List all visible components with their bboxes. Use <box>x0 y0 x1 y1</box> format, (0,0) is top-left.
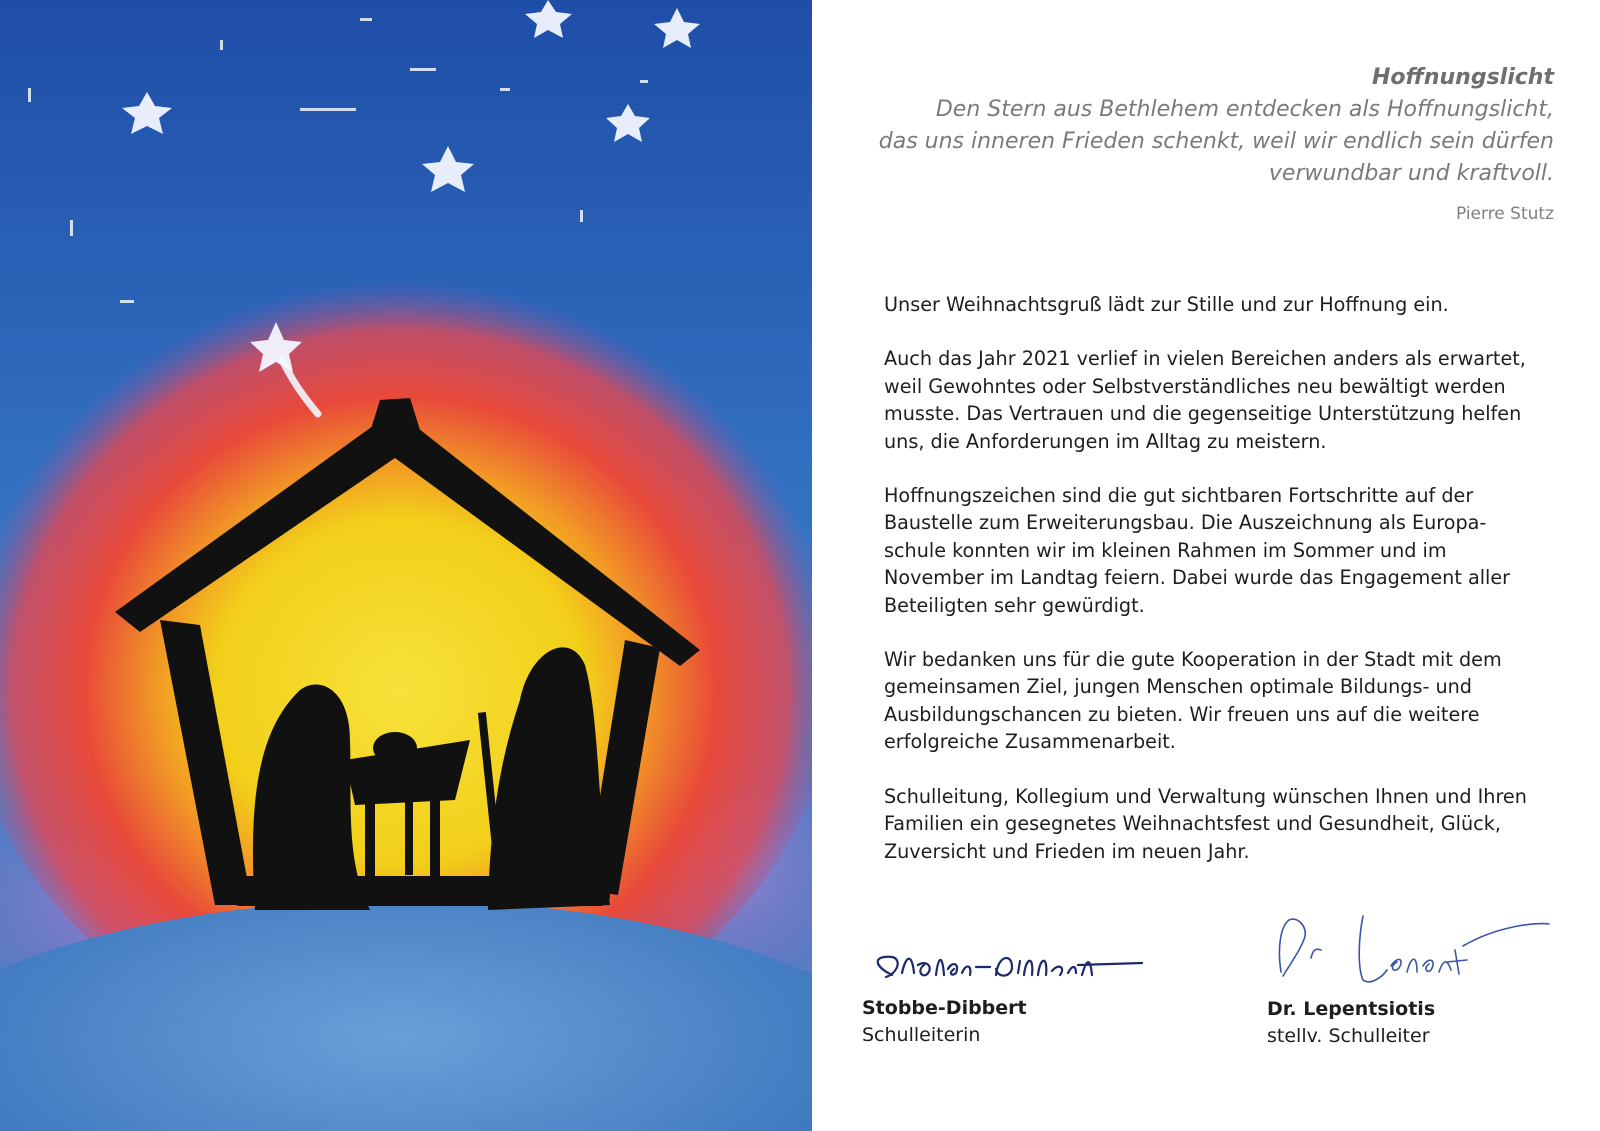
handwritten-signature-right <box>1267 906 1557 996</box>
signature-block-left <box>862 935 1162 1049</box>
letter-paragraph: Wir bedanken uns für die gute Kooperation in der Stadt mit dem gemeinsamen Ziel, jungen Menschen optimale Bildungs- und Ausbildungschancen zu bieten. Wir freuen uns auf die weitere erfolgreiche Zusammenarbeit. <box>884 648 1502 754</box>
handwritten-signature-left <box>862 935 1162 995</box>
letter-paragraph: Auch das Jahr 2021 verlief in vielen Bereichen anders als erwartet, weil Gewohntes oder Selbstverständliches neu bewältigt werden musste. Das Vertrauen und die gegenseitige Unterstützung helfen uns, die Anforderungen im Alltag zu meistern. <box>884 347 1526 453</box>
signatory-name-right: Dr. Lepentsiotis <box>1267 998 1436 1020</box>
quote-author: Pierre Stutz <box>1455 204 1554 224</box>
signatory-role-left: Schulleiterin <box>862 1024 981 1046</box>
letter-paragraph: Unser Weihnachtsgruß lädt zur Stille und zur Hoffnung ein. <box>884 293 1449 316</box>
quote-line: verwundbar und kraftvoll. <box>1268 161 1554 186</box>
signatory-role-right: stellv. Schulleiter <box>1267 1025 1430 1047</box>
letter-paragraph: Hoffnungszeichen sind die gut sichtbaren Fortschritte auf der Baustelle zum Erweiterungsbau. Die Auszeichnung als Europa-schule konnten wir im kleinen Rahmen im Sommer und im November im Landtag feiern. Dabei wurde das Engagement aller Beteiligten sehr gewürdigt. <box>884 484 1511 617</box>
signatory-name-left: Stobbe-Dibbert <box>862 997 1027 1019</box>
quote-block <box>874 62 1554 230</box>
letter-paragraph: Schulleitung, Kollegium und Verwaltung wünschen Ihnen und Ihren Familien ein gesegnetes Weihnachtsfest und Gesundheit, Glück, Zuversicht und Frieden im neuen Jahr. <box>884 784 1527 863</box>
letter-body <box>884 291 1544 892</box>
letter-panel <box>812 0 1600 1131</box>
quote-line: das uns inneren Frieden schenkt, weil wir endlich sein dürfen <box>878 129 1554 154</box>
signature-block-right <box>1267 906 1557 1050</box>
quote-title: Hoffnungslicht <box>1372 65 1554 90</box>
quote-line: Den Stern aus Bethlehem entdecken als Hoffnungslicht, <box>935 97 1554 122</box>
